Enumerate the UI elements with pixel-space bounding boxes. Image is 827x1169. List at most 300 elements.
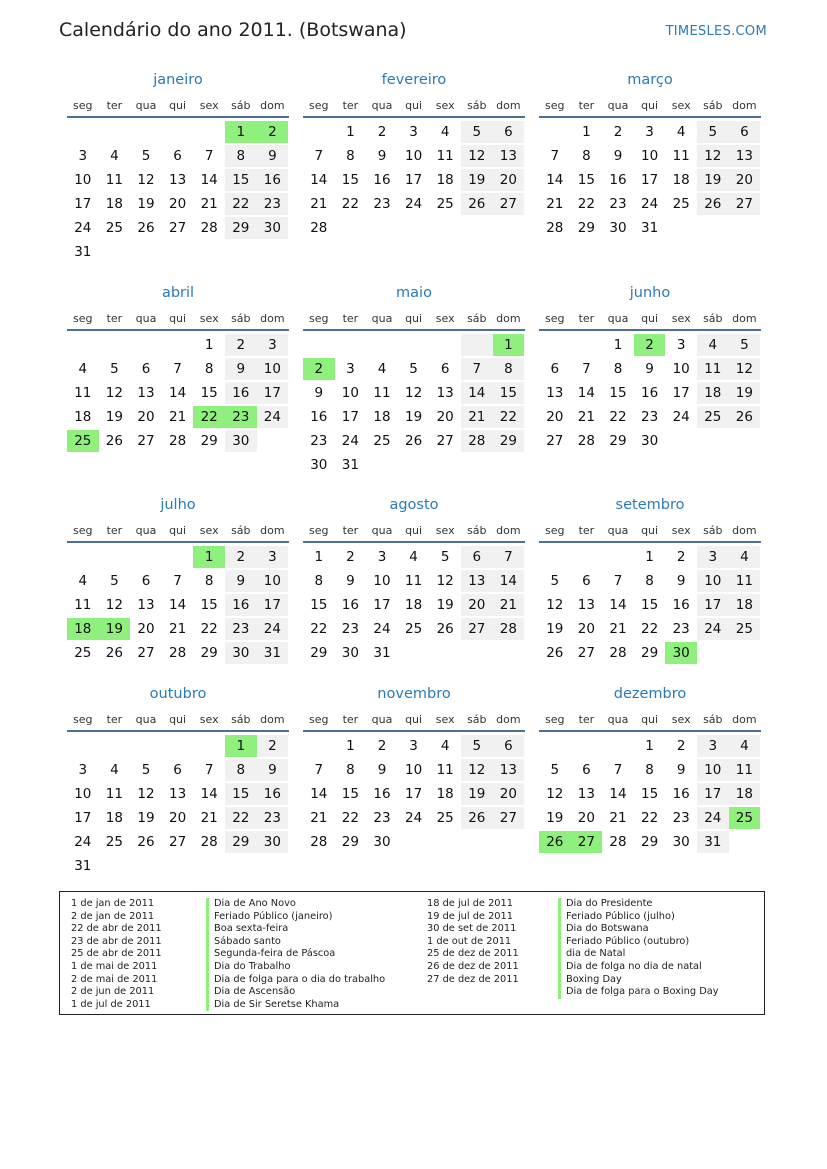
day-cell: 30 — [225, 430, 257, 452]
weekday-header: ter — [342, 312, 359, 325]
day-cell: 4 — [409, 549, 418, 565]
day-cell: 5 — [729, 334, 761, 356]
day-cell: 8 — [314, 573, 324, 589]
day-cell: 7 — [582, 361, 591, 377]
day-cell: 31 — [373, 645, 391, 661]
day-cell: 9 — [377, 148, 387, 164]
weekday-header: qui — [169, 99, 187, 112]
weekday-header: sáb — [467, 312, 487, 325]
holiday-day: 2 — [257, 121, 289, 143]
day-cell: 27 — [493, 193, 525, 215]
day-cell: 11 — [74, 597, 92, 613]
day-cell: 17 — [697, 594, 729, 616]
legend-entry: 1 de jan de 2011 — [71, 898, 155, 909]
day-cell: 30 — [641, 433, 659, 449]
day-cell: 12 — [436, 573, 454, 589]
weekday-header: qui — [169, 524, 187, 537]
day-cell: 4 — [110, 148, 119, 164]
day-cell: 31 — [257, 642, 289, 664]
day-cell: 13 — [577, 597, 595, 613]
day-cell: 15 — [341, 786, 359, 802]
day-cell: 17 — [405, 172, 423, 188]
day-cell: 3 — [346, 361, 355, 377]
day-cell: 21 — [310, 810, 328, 826]
day-cell: 19 — [546, 810, 564, 826]
day-cell: 21 — [200, 810, 218, 826]
day-cell: 18 — [729, 783, 761, 805]
day-cell: 29 — [641, 834, 659, 850]
legend-entry: Dia de Ascensão — [206, 986, 385, 999]
holiday-day: 27 — [571, 831, 603, 853]
weekend-empty — [461, 334, 493, 356]
day-cell: 3 — [409, 738, 418, 754]
day-cell: 19 — [546, 621, 564, 637]
day-cell: 4 — [377, 361, 387, 377]
day-cell: 21 — [461, 406, 493, 428]
weekday-header: qui — [641, 312, 659, 325]
day-cell: 29 — [641, 645, 659, 661]
weekday-header: seg — [309, 524, 329, 537]
weekday-header: sáb — [703, 713, 723, 726]
day-cell: 26 — [405, 433, 423, 449]
day-cell: 29 — [225, 831, 257, 853]
weekday-header: qua — [371, 99, 393, 112]
day-cell: 15 — [641, 786, 659, 802]
day-cell: 23 — [641, 409, 659, 425]
day-cell: 22 — [641, 621, 659, 637]
day-cell: 1 — [613, 337, 623, 353]
day-cell: 17 — [74, 810, 92, 826]
day-cell: 23 — [341, 621, 359, 637]
weekday-header: dom — [732, 524, 757, 537]
day-cell: 28 — [169, 645, 187, 661]
day-cell: 30 — [341, 645, 359, 661]
month-name: maio — [396, 285, 432, 301]
weekday-header: ter — [106, 713, 123, 726]
weekday-header: dom — [496, 312, 521, 325]
day-cell: 2 — [676, 549, 686, 565]
day-cell: 20 — [493, 169, 525, 191]
weekday-header: sex — [199, 524, 219, 537]
day-cell: 7 — [550, 148, 560, 164]
day-cell: 18 — [373, 409, 391, 425]
weekday-header: qua — [607, 312, 629, 325]
weekday-header: seg — [545, 713, 565, 726]
weekday-header: sex — [435, 713, 455, 726]
day-cell: 27 — [577, 645, 595, 661]
day-cell: 24 — [74, 220, 92, 236]
day-cell: 27 — [436, 433, 454, 449]
day-cell: 2 — [613, 124, 623, 140]
day-cell: 12 — [461, 759, 493, 781]
day-cell: 20 — [729, 169, 761, 191]
weekday-header: ter — [342, 524, 359, 537]
day-cell: 11 — [105, 172, 123, 188]
legend-entry: 2 de jan de 2011 — [71, 910, 155, 922]
day-cell: 18 — [729, 594, 761, 616]
weekday-header: qua — [135, 99, 157, 112]
legend-entry: 25 de abr de 2011 — [71, 948, 162, 960]
day-cell: 4 — [676, 124, 686, 140]
day-cell: 5 — [461, 735, 493, 757]
day-cell: 26 — [137, 220, 155, 236]
day-cell: 17 — [405, 786, 423, 802]
legend-col1-dates — [71, 898, 162, 1011]
month-name: junho — [629, 285, 671, 301]
legend-entry: Boa sexta-feira — [206, 923, 385, 936]
day-cell: 8 — [613, 361, 623, 377]
month-name: março — [627, 72, 673, 88]
day-cell: 26 — [461, 807, 493, 829]
weekday-header: sáb — [703, 312, 723, 325]
weekday-header: dom — [496, 99, 521, 112]
day-cell: 29 — [310, 645, 328, 661]
day-cell: 3 — [377, 549, 387, 565]
weekday-header: sex — [199, 312, 219, 325]
holiday-day: 1 — [225, 121, 257, 143]
day-cell: 2 — [225, 546, 257, 568]
day-cell: 13 — [137, 597, 155, 613]
legend-entry: Feriado Público (julho) — [558, 911, 719, 924]
day-cell: 21 — [169, 621, 187, 637]
weekday-header: ter — [578, 713, 595, 726]
day-cell: 3 — [257, 334, 289, 356]
weekday-header: qua — [135, 524, 157, 537]
day-cell: 31 — [697, 831, 729, 853]
weekday-header: ter — [342, 99, 359, 112]
holiday-day: 25 — [729, 807, 761, 829]
weekday-header: sex — [199, 713, 219, 726]
day-cell: 7 — [204, 762, 214, 778]
day-cell: 30 — [609, 220, 627, 236]
day-cell: 24 — [697, 807, 729, 829]
day-cell: 11 — [729, 570, 761, 592]
day-cell: 12 — [137, 786, 155, 802]
day-cell: 15 — [200, 385, 218, 401]
day-cell: 2 — [377, 124, 387, 140]
weekday-header: dom — [260, 99, 285, 112]
day-cell: 6 — [493, 121, 525, 143]
day-cell: 5 — [550, 573, 560, 589]
legend-entry: 30 de set de 2011 — [427, 923, 517, 935]
legend-entry: 1 de jul de 2011 — [71, 998, 151, 1010]
day-cell: 20 — [577, 621, 595, 637]
holiday-day: 30 — [665, 642, 697, 664]
day-cell: 1 — [204, 337, 214, 353]
day-cell: 21 — [609, 621, 627, 637]
legend-entry: 18 de jul de 2011 — [427, 898, 514, 909]
day-cell: 8 — [346, 148, 355, 164]
holiday-day: 22 — [193, 406, 225, 428]
day-cell: 6 — [493, 735, 525, 757]
day-cell: 5 — [409, 361, 418, 377]
day-cell: 16 — [310, 409, 328, 425]
day-cell: 29 — [200, 645, 218, 661]
day-cell: 28 — [609, 834, 627, 850]
day-cell: 9 — [257, 759, 289, 781]
day-cell: 27 — [729, 193, 761, 215]
day-cell: 9 — [613, 148, 623, 164]
legend-col2-names — [558, 898, 719, 999]
weekday-header: sáb — [467, 99, 487, 112]
day-cell: 20 — [137, 409, 155, 425]
day-cell: 12 — [405, 385, 423, 401]
month-name: julho — [160, 497, 196, 513]
day-cell: 4 — [78, 573, 88, 589]
weekday-header: qui — [641, 99, 659, 112]
day-cell: 31 — [341, 457, 359, 473]
day-cell: 15 — [310, 597, 328, 613]
day-cell: 31 — [74, 244, 92, 260]
day-cell: 20 — [461, 594, 493, 616]
day-cell: 5 — [697, 121, 729, 143]
day-cell: 18 — [105, 196, 123, 212]
day-cell: 17 — [341, 409, 359, 425]
day-cell: 7 — [173, 361, 182, 377]
header-divider — [303, 541, 525, 543]
day-cell: 9 — [314, 385, 324, 401]
day-cell: 28 — [310, 834, 328, 850]
weekday-header: dom — [260, 713, 285, 726]
weekday-header: sex — [435, 524, 455, 537]
day-cell: 17 — [257, 382, 289, 404]
legend-entry: 25 de dez de 2011 — [427, 948, 519, 960]
month-name: setembro — [615, 497, 685, 513]
day-cell: 4 — [78, 361, 88, 377]
day-cell: 12 — [729, 358, 761, 380]
day-cell: 2 — [377, 738, 387, 754]
day-cell: 17 — [697, 783, 729, 805]
day-cell: 18 — [105, 810, 123, 826]
day-cell: 16 — [257, 783, 289, 805]
month-name: janeiro — [153, 72, 203, 88]
day-cell: 16 — [672, 597, 690, 613]
day-cell: 25 — [729, 618, 761, 640]
weekday-header: qui — [405, 524, 423, 537]
day-cell: 18 — [672, 172, 690, 188]
day-cell: 7 — [173, 573, 182, 589]
header-divider — [539, 116, 761, 118]
weekday-header: sex — [671, 524, 691, 537]
day-cell: 29 — [577, 220, 595, 236]
day-cell: 13 — [436, 385, 454, 401]
day-cell: 11 — [373, 385, 391, 401]
legend-entry: Feriado Público (outubro) — [558, 936, 719, 949]
day-cell: 7 — [613, 762, 623, 778]
day-cell: 26 — [546, 645, 564, 661]
day-cell: 13 — [493, 145, 525, 167]
day-cell: 23 — [310, 433, 328, 449]
day-cell: 21 — [310, 196, 328, 212]
weekday-header: seg — [309, 713, 329, 726]
day-cell: 10 — [697, 759, 729, 781]
day-cell: 30 — [225, 642, 257, 664]
weekday-header: qua — [607, 713, 629, 726]
day-cell: 11 — [436, 762, 454, 778]
header-divider — [67, 116, 289, 118]
day-cell: 16 — [225, 594, 257, 616]
day-cell: 20 — [169, 810, 187, 826]
day-cell: 26 — [697, 193, 729, 215]
day-cell: 3 — [697, 546, 729, 568]
day-cell: 9 — [676, 573, 686, 589]
day-cell: 7 — [314, 148, 324, 164]
day-cell: 10 — [697, 570, 729, 592]
day-cell: 8 — [582, 148, 591, 164]
day-cell: 21 — [493, 594, 525, 616]
day-cell: 10 — [405, 148, 423, 164]
legend-entry: Sábado santo — [206, 936, 385, 949]
day-cell: 17 — [672, 385, 690, 401]
day-cell: 4 — [697, 334, 729, 356]
day-cell: 25 — [672, 196, 690, 212]
day-cell: 16 — [257, 169, 289, 191]
weekday-header: qua — [371, 312, 393, 325]
header-divider — [539, 730, 761, 732]
day-cell: 9 — [225, 570, 257, 592]
day-cell: 24 — [697, 618, 729, 640]
weekday-header: ter — [342, 713, 359, 726]
holiday-day: 25 — [67, 430, 99, 452]
day-cell: 18 — [74, 409, 92, 425]
legend-entry: Dia de Ano Novo — [206, 898, 385, 911]
brand-link[interactable]: TIMESLES.COM — [665, 24, 767, 39]
weekday-header: sáb — [703, 524, 723, 537]
header-divider — [539, 541, 761, 543]
day-cell: 21 — [169, 409, 187, 425]
day-cell: 14 — [609, 786, 627, 802]
weekday-header: dom — [732, 99, 757, 112]
legend-entry: Dia do Trabalho — [206, 961, 385, 974]
weekday-header: sex — [671, 99, 691, 112]
day-cell: 12 — [137, 172, 155, 188]
header-divider — [67, 730, 289, 732]
day-cell: 10 — [74, 786, 92, 802]
day-cell: 18 — [436, 786, 454, 802]
day-cell: 6 — [141, 361, 151, 377]
weekday-header: ter — [106, 312, 123, 325]
legend-entry: dia de Natal — [558, 948, 719, 961]
day-cell: 16 — [641, 385, 659, 401]
day-cell: 22 — [577, 196, 595, 212]
day-cell: 6 — [141, 573, 151, 589]
day-cell: 4 — [440, 124, 450, 140]
weekday-header: qua — [371, 524, 393, 537]
day-cell: 16 — [672, 786, 690, 802]
day-cell: 8 — [204, 573, 214, 589]
day-cell: 5 — [550, 762, 560, 778]
day-cell: 24 — [257, 618, 289, 640]
day-cell: 27 — [137, 433, 155, 449]
weekday-header: ter — [578, 524, 595, 537]
day-cell: 17 — [74, 196, 92, 212]
day-cell: 1 — [645, 738, 654, 754]
day-cell: 27 — [137, 645, 155, 661]
legend-entry: Dia de folga para o Boxing Day — [558, 986, 719, 999]
day-cell: 17 — [641, 172, 659, 188]
day-cell: 25 — [373, 433, 391, 449]
day-cell: 4 — [440, 738, 450, 754]
day-cell: 11 — [105, 786, 123, 802]
day-cell: 28 — [546, 220, 564, 236]
day-cell: 28 — [200, 220, 218, 236]
header-divider — [303, 116, 525, 118]
weekday-header: sex — [671, 713, 691, 726]
day-cell: 25 — [74, 645, 92, 661]
day-cell: 25 — [436, 196, 454, 212]
weekday-header: seg — [309, 99, 329, 112]
day-cell: 22 — [341, 196, 359, 212]
day-cell: 5 — [110, 573, 119, 589]
legend-entry: Dia de Sir Seretse Khama — [206, 999, 385, 1012]
day-cell: 24 — [373, 621, 391, 637]
day-cell: 14 — [310, 786, 328, 802]
day-cell: 13 — [729, 145, 761, 167]
day-cell: 23 — [257, 193, 289, 215]
legend-entry: Dia de folga para o dia do trabalho — [206, 974, 385, 987]
day-cell: 8 — [645, 762, 654, 778]
day-cell: 8 — [346, 762, 355, 778]
day-cell: 3 — [676, 337, 686, 353]
day-cell: 24 — [405, 810, 423, 826]
day-cell: 1 — [582, 124, 591, 140]
day-cell: 7 — [461, 358, 493, 380]
day-cell: 10 — [672, 361, 690, 377]
day-cell: 21 — [609, 810, 627, 826]
day-cell: 15 — [225, 783, 257, 805]
day-cell: 5 — [110, 361, 119, 377]
day-cell: 8 — [225, 759, 257, 781]
day-cell: 17 — [373, 597, 391, 613]
day-cell: 25 — [405, 621, 423, 637]
day-cell: 21 — [200, 196, 218, 212]
weekday-header: qua — [135, 312, 157, 325]
day-cell: 29 — [200, 433, 218, 449]
holiday-day: 1 — [493, 334, 525, 356]
day-cell: 8 — [225, 145, 257, 167]
day-cell: 27 — [546, 433, 564, 449]
weekday-header: qui — [405, 312, 423, 325]
day-cell: 19 — [697, 169, 729, 191]
day-cell: 22 — [225, 807, 257, 829]
holiday-day: 2 — [634, 334, 666, 356]
day-cell: 16 — [373, 172, 391, 188]
day-cell: 30 — [672, 834, 690, 850]
weekday-header: sex — [435, 312, 455, 325]
day-cell: 8 — [645, 573, 654, 589]
day-cell: 11 — [697, 358, 729, 380]
weekday-header: qui — [405, 99, 423, 112]
weekday-header: seg — [545, 312, 565, 325]
weekday-header: dom — [260, 312, 285, 325]
header-divider — [67, 329, 289, 331]
legend-entry: 22 de abr de 2011 — [71, 923, 162, 935]
day-cell: 7 — [493, 546, 525, 568]
day-cell: 12 — [105, 385, 123, 401]
day-cell: 11 — [436, 148, 454, 164]
day-cell: 23 — [257, 807, 289, 829]
day-cell: 15 — [225, 169, 257, 191]
month-name: agosto — [389, 497, 439, 513]
weekday-header: sáb — [703, 99, 723, 112]
day-cell: 23 — [373, 810, 391, 826]
header-divider — [539, 329, 761, 331]
day-cell: 16 — [373, 786, 391, 802]
day-cell: 26 — [137, 834, 155, 850]
day-cell: 14 — [609, 597, 627, 613]
day-cell: 2 — [225, 334, 257, 356]
weekday-header: seg — [73, 524, 93, 537]
